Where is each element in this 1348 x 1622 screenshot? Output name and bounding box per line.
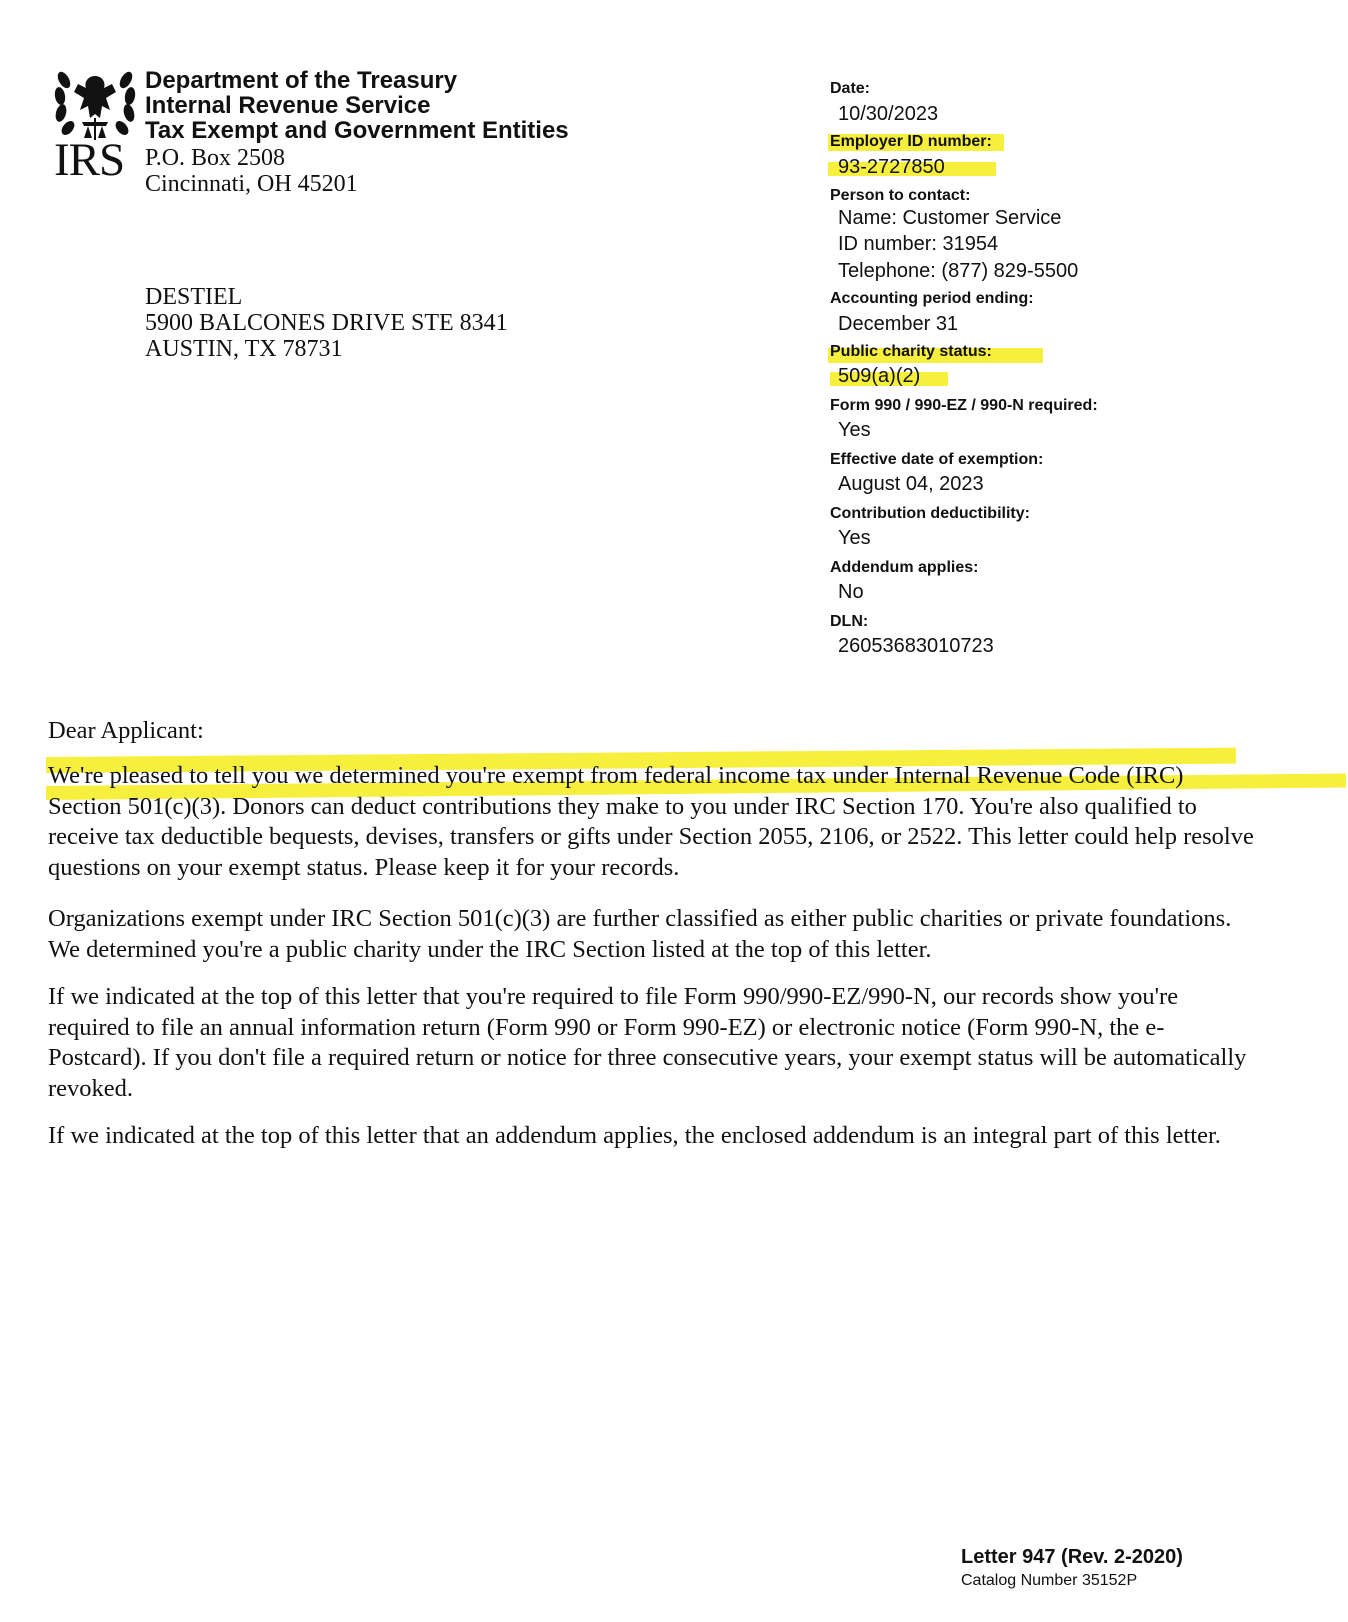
recipient-street: 5900 BALCONES DRIVE STE 8341 bbox=[145, 310, 508, 336]
period-value: December 31 bbox=[838, 313, 959, 335]
addendum-label: Addendum applies: bbox=[830, 559, 979, 576]
header-service: Internal Revenue Service bbox=[145, 92, 431, 119]
charity-value: 509(a)(2) bbox=[838, 365, 921, 387]
header-city: Cincinnati, OH 45201 bbox=[145, 171, 358, 197]
irs-logo bbox=[54, 66, 136, 186]
ein-label: Employer ID number: bbox=[830, 133, 992, 150]
irs-logo-text: IRS bbox=[54, 134, 125, 186]
dln-label: DLN: bbox=[830, 613, 869, 630]
paragraph-filing: If we indicated at the top of this letter that you're required to file Form 990/990-EZ/990-N, our records show you're required to file an annual information return (Form 990 or Form 990-EZ) or electronic notice (Form 990-N, the e-Postcard). If you don't file a required return or notice for three consecutive years, your exempt status will be automatically revoked. bbox=[48, 983, 1247, 1102]
contact-id: ID number: 31954 bbox=[838, 233, 999, 255]
contact-label: Person to contact: bbox=[830, 187, 971, 204]
effective-date-label: Effective date of exemption: bbox=[830, 451, 1044, 468]
date-value: 10/30/2023 bbox=[838, 103, 939, 125]
salutation: Dear Applicant: bbox=[48, 717, 204, 744]
ein-value: 93-2727850 bbox=[838, 156, 945, 178]
letter-number: Letter 947 (Rev. 2-2020) bbox=[961, 1546, 1183, 1568]
date-label: Date: bbox=[830, 80, 871, 97]
effective-date-value: August 04, 2023 bbox=[838, 473, 984, 495]
paragraph-classification: Organizations exempt under IRC Section 501(c)(3) are further classified as either public charities or private foundations. We determined you're a public charity under the IRC Section listed at the top of this letter. bbox=[48, 905, 1232, 963]
deductibility-value: Yes bbox=[838, 527, 871, 549]
header-po-box: P.O. Box 2508 bbox=[145, 145, 286, 171]
deductibility-label: Contribution deductibility: bbox=[830, 505, 1030, 522]
recipient-city: AUSTIN, TX 78731 bbox=[145, 336, 343, 362]
header-division: Tax Exempt and Government Entities bbox=[145, 117, 569, 144]
irs-eagle-icon bbox=[54, 66, 136, 142]
contact-phone: Telephone: (877) 829-5500 bbox=[838, 260, 1079, 282]
contact-name: Name: Customer Service bbox=[838, 207, 1062, 229]
charity-label: Public charity status: bbox=[830, 343, 992, 360]
header-department: Department of the Treasury bbox=[145, 67, 458, 94]
paragraph-addendum: If we indicated at the top of this letter that an addendum applies, the enclosed addendum is an integral part of this letter. bbox=[48, 1122, 1221, 1149]
form-required-label: Form 990 / 990-EZ / 990-N required: bbox=[830, 397, 1098, 414]
period-label: Accounting period ending: bbox=[830, 290, 1034, 307]
recipient-name: DESTIEL bbox=[145, 284, 243, 310]
form-required-value: Yes bbox=[838, 419, 871, 441]
dln-value: 26053683010723 bbox=[838, 635, 994, 657]
catalog-number: Catalog Number 35152P bbox=[961, 1572, 1138, 1589]
paragraph-exemption: We're pleased to tell you we determined you're exempt from federal income tax under Internal Revenue Code (IRC) Section 501(c)(3). Donors can deduct contributions they make to you under IRC Section 170. You're also qualified to receive tax deductible bequests, devises, transfers or gifts under Section 2055, 2106, or 2522. This letter could help resolve questions on your exempt status. Please keep it for your records. bbox=[48, 762, 1254, 881]
addendum-value: No bbox=[838, 581, 864, 603]
